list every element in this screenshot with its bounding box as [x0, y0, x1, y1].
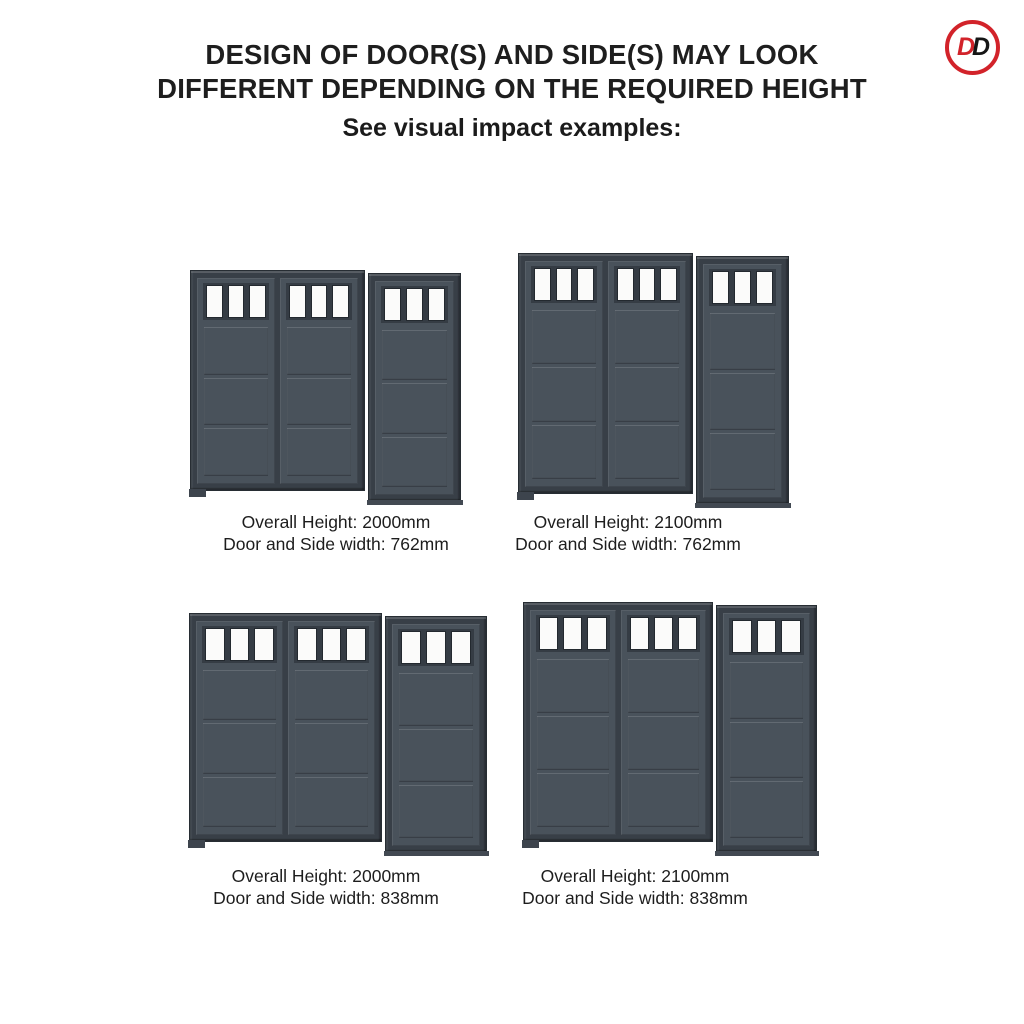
window-row: [709, 269, 776, 306]
door-panel: [730, 722, 803, 779]
window-pane: [451, 631, 471, 664]
side-panel-leaf: [703, 264, 782, 498]
window-pane: [756, 271, 773, 304]
title-line-2: DIFFERENT DEPENDING ON THE REQUIRED HEIGHT: [157, 73, 867, 104]
door-panel: [615, 425, 679, 479]
door-figure-2000x838: [189, 613, 487, 853]
door-panel: [204, 428, 268, 476]
door-panel: [399, 673, 473, 726]
window-pane: [289, 285, 306, 318]
window-pane: [639, 268, 656, 301]
window-pane: [660, 268, 677, 301]
page-title: [0, 38, 1024, 106]
door-leaf: [280, 278, 358, 484]
side-panel-unit: [385, 616, 487, 853]
door-panels: [203, 670, 276, 827]
window-row: [381, 286, 448, 323]
window-row: [627, 615, 701, 652]
door-panels: [399, 673, 473, 838]
door-leaf: [525, 261, 603, 487]
door-panels: [710, 313, 775, 490]
door-panels: [532, 310, 596, 479]
caption-overall-height: Overall Height: 2000mm: [241, 512, 431, 532]
door-panel: [628, 773, 700, 827]
door-leaf: [530, 610, 616, 835]
door-panel: [730, 781, 803, 838]
door-panel: [710, 433, 775, 490]
caption-door-side-width: Door and Side width: 838mm: [213, 887, 439, 908]
door-panels: [730, 662, 803, 838]
caption-door-side-width: Door and Side width: 762mm: [515, 533, 741, 554]
window-pane: [757, 620, 777, 653]
window-pane: [384, 288, 401, 321]
window-pane: [654, 617, 673, 650]
double-door-unit: [190, 270, 365, 491]
side-panel-leaf: [375, 281, 454, 495]
window-pane: [712, 271, 729, 304]
window-pane: [254, 628, 274, 661]
window-pane: [297, 628, 317, 661]
figure-caption: [478, 512, 778, 555]
window-pane: [311, 285, 328, 318]
door-panels: [295, 670, 368, 827]
door-leaf: [196, 621, 283, 835]
window-pane: [228, 285, 245, 318]
door-panel: [399, 729, 473, 782]
door-panel: [710, 313, 775, 370]
side-panel-unit: [368, 273, 461, 502]
door-panels: [204, 327, 268, 476]
door-panel: [295, 777, 368, 827]
door-panel: [287, 378, 351, 426]
window-pane: [556, 268, 573, 301]
door-figure-2100x838: [523, 602, 817, 853]
door-panel: [628, 716, 700, 770]
door-panel: [532, 310, 596, 364]
door-panel: [287, 428, 351, 476]
door-panel: [203, 723, 276, 773]
window-pane: [406, 288, 423, 321]
window-pane: [617, 268, 634, 301]
window-pane: [346, 628, 366, 661]
door-panel: [382, 383, 447, 433]
caption-overall-height: Overall Height: 2100mm: [540, 866, 730, 886]
door-panels: [537, 659, 609, 827]
window-row: [286, 283, 352, 320]
side-panel-leaf: [392, 624, 480, 846]
door-panel: [203, 777, 276, 827]
window-pane: [230, 628, 250, 661]
door-panel: [204, 378, 268, 426]
door-panel: [615, 367, 679, 421]
window-pane: [534, 268, 551, 301]
door-panel: [295, 670, 368, 720]
window-pane: [630, 617, 649, 650]
door-panel: [532, 425, 596, 479]
door-panels: [382, 330, 447, 487]
window-pane: [205, 628, 225, 661]
window-row: [398, 629, 474, 666]
figure-caption: [186, 512, 486, 555]
window-pane: [332, 285, 349, 318]
door-leaf: [197, 278, 275, 484]
window-row: [202, 626, 277, 663]
door-panel: [382, 330, 447, 380]
window-pane: [577, 268, 594, 301]
door-panel: [537, 773, 609, 827]
door-panel: [730, 662, 803, 719]
door-leaf: [621, 610, 707, 835]
door-panel: [382, 437, 447, 487]
door-panel: [295, 723, 368, 773]
window-pane: [401, 631, 421, 664]
double-door-unit: [518, 253, 693, 494]
door-panel: [537, 659, 609, 713]
door-panel: [710, 373, 775, 430]
window-row: [531, 266, 597, 303]
door-panel: [532, 367, 596, 421]
door-figure-2000x762: [190, 270, 461, 502]
door-panels: [287, 327, 351, 476]
window-pane: [734, 271, 751, 304]
window-pane: [249, 285, 266, 318]
caption-door-side-width: Door and Side width: 762mm: [223, 533, 449, 554]
caption-overall-height: Overall Height: 2100mm: [533, 512, 723, 532]
window-pane: [678, 617, 697, 650]
door-panel: [204, 327, 268, 375]
double-door-unit: [523, 602, 713, 842]
window-pane: [563, 617, 582, 650]
window-pane: [322, 628, 342, 661]
window-pane: [206, 285, 223, 318]
door-panel: [287, 327, 351, 375]
window-row: [203, 283, 269, 320]
door-panel: [628, 659, 700, 713]
side-panel-unit: [696, 256, 789, 505]
window-row: [536, 615, 610, 652]
title-line-1: DESIGN OF DOOR(S) AND SIDE(S) MAY LOOK: [205, 39, 819, 70]
door-panels: [628, 659, 700, 827]
side-panel-leaf: [723, 613, 810, 846]
window-pane: [587, 617, 606, 650]
door-panel: [615, 310, 679, 364]
double-door-unit: [189, 613, 382, 842]
window-pane: [426, 631, 446, 664]
caption-door-side-width: Door and Side width: 838mm: [522, 887, 748, 908]
door-panels: [615, 310, 679, 479]
caption-overall-height: Overall Height: 2000mm: [231, 866, 421, 886]
door-panel: [399, 785, 473, 838]
logo-letter-d-red: D: [956, 33, 973, 61]
figure-caption: [176, 866, 476, 909]
door-panel: [203, 670, 276, 720]
logo-letter-d-black: D: [972, 33, 989, 61]
door-leaf: [608, 261, 686, 487]
window-pane: [428, 288, 445, 321]
door-figure-2100x762: [518, 253, 789, 505]
window-pane: [781, 620, 801, 653]
brand-logo: [945, 20, 1000, 75]
window-row: [614, 266, 680, 303]
door-leaf: [288, 621, 375, 835]
window-pane: [732, 620, 752, 653]
figure-caption: [485, 866, 785, 909]
window-row: [729, 618, 804, 655]
side-panel-unit: [716, 605, 817, 853]
window-row: [294, 626, 369, 663]
page-subtitle: See visual impact examples:: [342, 114, 682, 142]
window-pane: [539, 617, 558, 650]
door-panel: [537, 716, 609, 770]
